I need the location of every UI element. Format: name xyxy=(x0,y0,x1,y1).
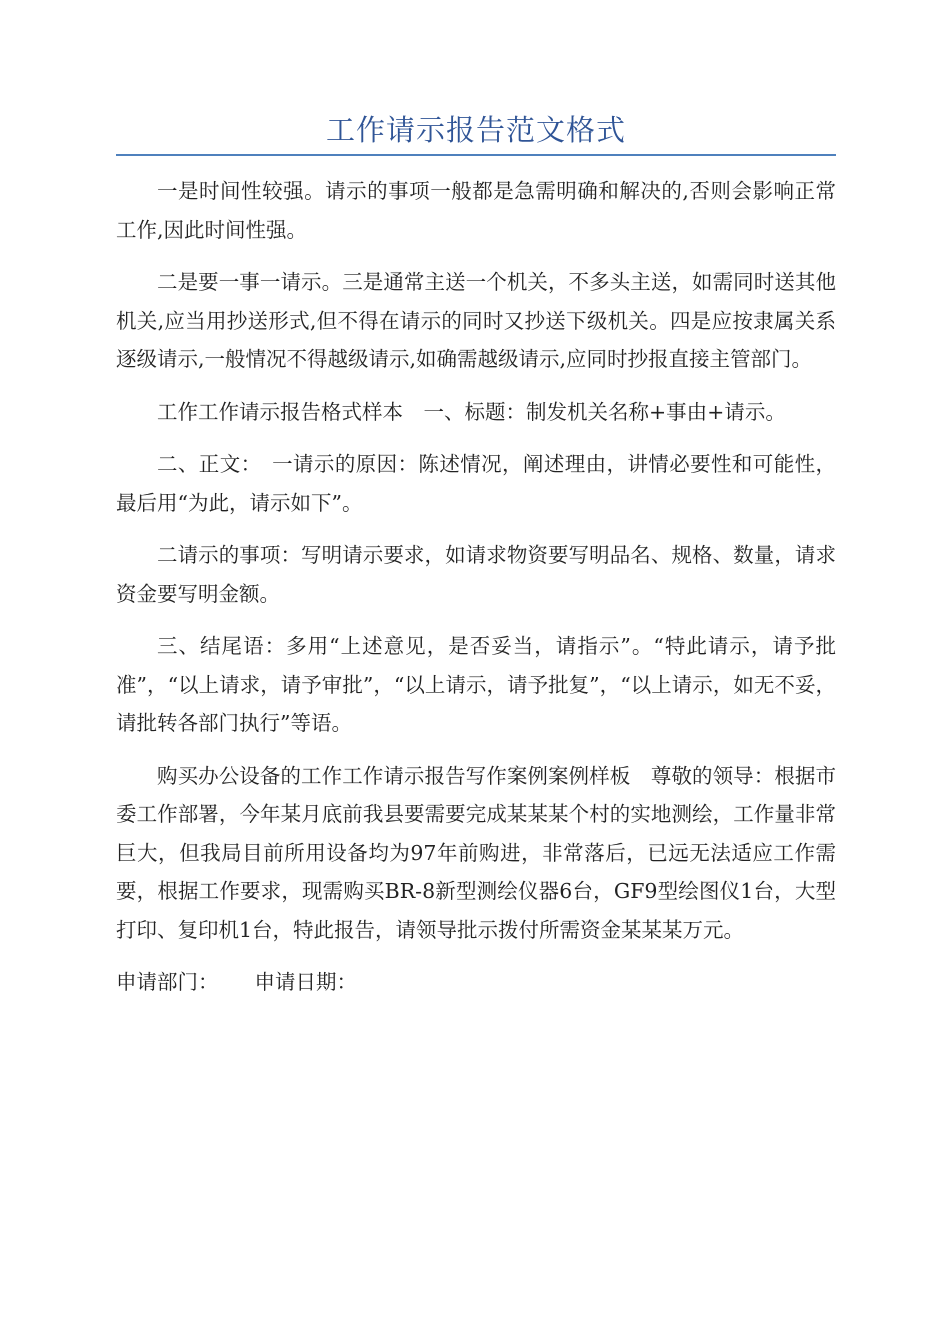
paragraph-1: 一是时间性较强。请示的事项一般都是急需明确和解决的,否则会影响正常工作,因此时间性强。 xyxy=(116,179,836,242)
paragraph-2: 二是要一事一请示。三是通常主送一个机关，不多头主送，如需同时送其他机关,应当用抄送形式,但不得在请示的同时又抄送下级机关。四是应按隶属关系逐级请示,一般情况不得越级请示,如确需越级请示,应同时抄报直接主管部门。 xyxy=(116,270,836,371)
title-container xyxy=(116,108,836,152)
paragraph-6: 三、结尾语：多用“上述意见，是否妥当，请指示”。“特此请示，请予批准”，“以上请求，请予审批”，“以上请示，请予批复”，“以上请示，如无不妥，请批转各部门执行”等语。 xyxy=(116,634,836,735)
document-title: 工作请示报告范文格式 xyxy=(325,113,626,147)
paragraph-4: 二、正文： 一请示的原因：陈述情况，阐述理由，讲情必要性和可能性，最后用“为此，请示如下”。 xyxy=(116,452,836,515)
title-underline xyxy=(116,154,836,156)
paragraph-3: 工作工作请示报告格式样本 一、标题：制发机关名称+事由+请示。 xyxy=(157,399,786,424)
signature-line xyxy=(116,963,836,1002)
paragraph-5: 二请示的事项：写明请示要求，如请求物资要写明品名、规格、数量，请求资金要写明金额。 xyxy=(116,543,836,606)
department-label: 申请部门： xyxy=(116,970,219,994)
document-body xyxy=(116,172,836,1016)
paragraph-7: 购买办公设备的工作工作请示报告写作案例案例样板 尊敬的领导：根据市委工作部署，今年某月底前我县要需要完成某某某个村的实地测绘，工作量非常巨大，但我局目前所用设备均为97年前购进，非常落后，已远无法适应工作需要，根据工作要求，现需购买BR-8新型测绘仪器6台，GF9型绘图仪1台，大型打印、复印机1台，特此报告，请领导批示拨付所需资金某某某万元。 xyxy=(116,763,836,942)
date-label: 申请日期： xyxy=(254,970,357,994)
